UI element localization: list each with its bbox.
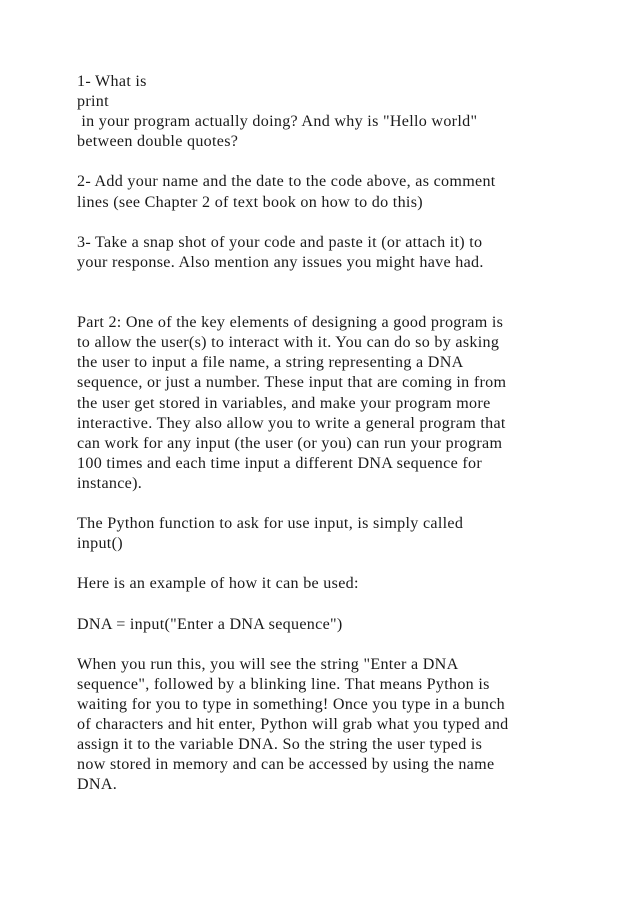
- text-line: the user to input a file name, a string representing a DNA: [77, 354, 464, 372]
- blank-line: [77, 594, 617, 614]
- text-line: in your program actually doing? And why is "Hello world": [77, 113, 478, 131]
- text-line: When you run this, you will see the string "Enter a DNA: [77, 655, 459, 673]
- text-line: can work for any input (the user (or you) can run your program: [77, 434, 503, 452]
- text-line: instance).: [77, 474, 143, 492]
- text-line: input(): [77, 535, 123, 553]
- text-line: the user get stored in variables, and make your program more: [77, 394, 491, 412]
- text-line: 3- Take a snap shot of your code and paste it (or attach it) to: [77, 233, 483, 251]
- text-line: Here is an example of how it can be used:: [77, 575, 359, 593]
- code-line: DNA = input("Enter a DNA sequence"): [77, 615, 343, 633]
- text-line: The Python function to ask for use input, is simply called: [77, 515, 464, 533]
- text-line: sequence, or just a number. These input that are coming in from: [77, 374, 507, 392]
- text-line: of characters and hit enter, Python will grab what you typed and: [77, 716, 509, 733]
- text-line: sequence", followed by a blinking line. That means Python is: [77, 675, 490, 693]
- blank-line: [77, 494, 617, 514]
- text-line: your response. Also mention any issues you might have had.: [77, 253, 484, 271]
- text-line: interactive. They also allow you to write a general program that: [77, 414, 506, 432]
- blank-line: [77, 152, 617, 172]
- blank-line: [77, 554, 617, 574]
- document-body: [77, 72, 617, 795]
- text-line: 1- What is: [77, 73, 147, 90]
- text-line: waiting for you to type in something! Once you type in a bunch: [77, 695, 506, 713]
- blank-line: [77, 635, 617, 655]
- text-line: 2- Add your name and the date to the code above, as comment: [77, 173, 496, 191]
- text-line: now stored in memory and can be accessed by using the name: [77, 756, 495, 774]
- text-line: 100 times and each time input a different DNA sequence for: [77, 454, 483, 472]
- text-line: to allow the user(s) to interact with it. You can do so by asking: [77, 334, 500, 352]
- text-line: lines (see Chapter 2 of text book on how to do this): [77, 193, 423, 211]
- blank-line: [77, 213, 617, 233]
- text-line: between double quotes?: [77, 133, 239, 151]
- text-line: DNA.: [77, 776, 118, 794]
- blank-line: [77, 293, 617, 313]
- text-line: Part 2: One of the key elements of designing a good program is: [77, 314, 504, 332]
- blank-line: [77, 273, 617, 293]
- text-line: print: [77, 93, 109, 111]
- text-line: assign it to the variable DNA. So the string the user typed is: [77, 736, 483, 754]
